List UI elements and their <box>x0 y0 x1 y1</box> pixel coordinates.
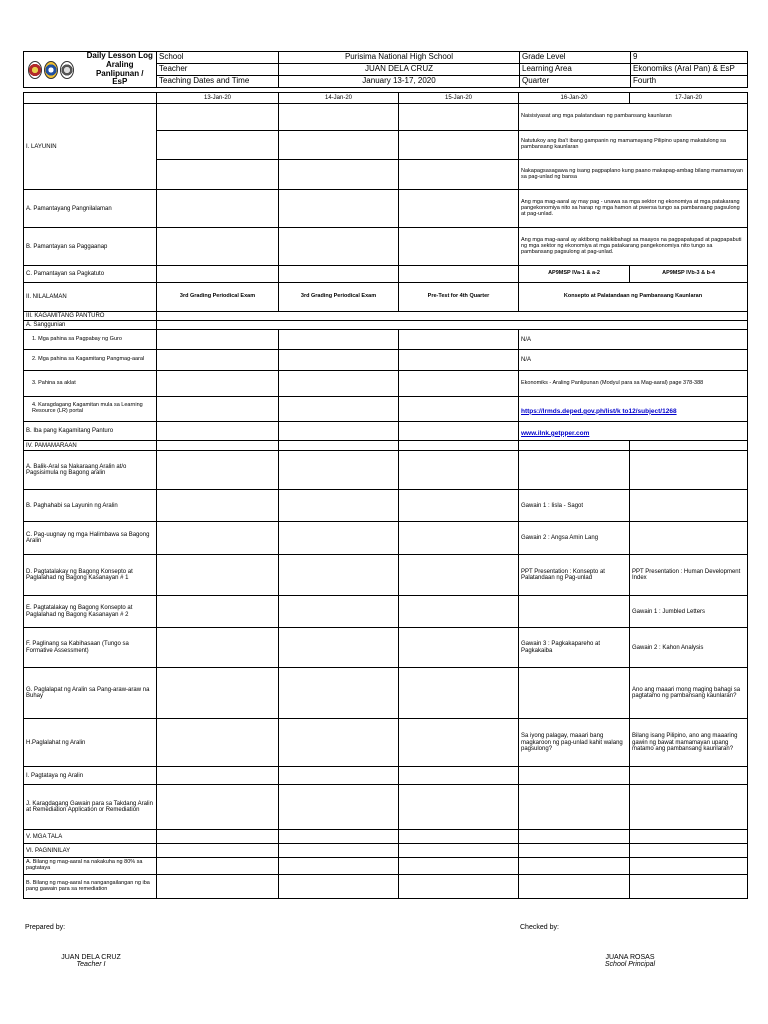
teksbuk-value: Ekonomiks - Araling Panlipunan (Modyul para sa Mag-aaral) page 378-388 <box>519 371 748 397</box>
area-label: Learning Area <box>520 64 631 76</box>
checker-name: JUANA ROSAS <box>605 954 655 961</box>
title-line: EsP <box>112 77 128 87</box>
pangnilalaman-value: Ang mga mag-aaral ay may pag - unawa sa mga sektor ng ekonomiya at mga patakarang pangekonomiya nito sa harap ng mga hamon at pwersa tungo sa pambansang pagsulong at pag-unlad. <box>519 190 748 228</box>
main-grid <box>23 92 748 899</box>
logos <box>26 61 82 79</box>
kagamitang-value: N/A <box>519 350 748 371</box>
day-header: 16-Jan-20 <box>519 93 630 104</box>
paglinang-d4: Gawain 3 : Pagkakapareho at Pagkakaiba <box>519 628 630 668</box>
grade-value: 9 <box>631 52 748 64</box>
teksbuk-label: 3. Pahina sa aklat <box>24 371 157 397</box>
konsepto-1-label: D. Pagtatalakay ng Bagong Konsepto at Paglalahad ng Bagong Kasanayan # 1 <box>24 555 157 596</box>
balik-aral-label: A. Balik-Aral sa Nakaraang Aralin at/o Pagsisimula ng Bagong aralin <box>24 451 157 490</box>
grade-label: Grade Level <box>520 52 631 64</box>
day-header: 17-Jan-20 <box>630 93 748 104</box>
pag-uugnay-d4: Gawain 2 : Angsa Amin Lang <box>519 522 630 555</box>
bilang-remediation-label: B. Bilang ng mag-aaral na nangangailangan ng iba pang gawain para sa remediation <box>24 875 157 899</box>
paglalahat-label: H.Paglalahat ng Aralin <box>24 719 157 767</box>
bilang-80-label: A. Bilang ng mag-aaral na nakakuha ng 80% sa pagtataya <box>24 858 157 875</box>
teacher-value: JUAN DELA CRUZ <box>279 64 520 76</box>
quarter-label: Quarter <box>520 76 631 88</box>
area-value: Ekonomiks (Aral Pan) & EsP <box>631 64 748 76</box>
blank-cell <box>24 93 157 104</box>
deped-seal-icon <box>44 61 58 79</box>
checker-signature <box>575 954 685 968</box>
lr-label: 4. Karagdagang Kagamitan mula sa Learning Resource (LR) portal <box>24 397 157 422</box>
pagkatuto-d4: AP9MSP IVa-1 & a-2 <box>519 266 630 283</box>
preparer-role: Teacher I <box>76 961 106 968</box>
preparer-signature <box>36 954 146 968</box>
konsepto-1-d4: PPT Presentation : Konsepto at Palatandaan ng Pag-unlad <box>519 555 630 596</box>
pagtataya-label: I. Pagtataya ng Aralin <box>24 767 157 785</box>
preparer-name: JUAN DELA CRUZ <box>61 954 121 961</box>
lr-link[interactable]: https://lrmds.deped.gov.ph/list/k to12/subject/1268 <box>521 407 677 415</box>
nilalaman-d45: Konsepto at Palatandaan ng Pambansang Kaunlaran <box>519 283 748 312</box>
title-line: Araling Panlipunan / <box>95 59 144 78</box>
checked-label: Checked by: <box>520 924 559 931</box>
kagamitan-label: III. KAGAMITANG PANTURO <box>24 312 157 321</box>
school-seal-icon <box>28 61 42 79</box>
mga-tala-label: V. MGA TALA <box>24 830 157 844</box>
karagdagang-label: J. Karagdagang Gawain para sa Takdang Aralin at Remediation Application or Remediation <box>24 785 157 830</box>
day-header: 13-Jan-20 <box>157 93 279 104</box>
checker-role: School Principal <box>604 961 656 968</box>
pagkatuto-label: C. Pamantayan sa Pagkatuto <box>24 266 157 283</box>
pamamaraan-label: IV. PAMAMARAAN <box>24 441 157 451</box>
layunin-2: Natutukoy ang iba't ibang gampanin ng mamamayang Pilipino upang makatulong sa pambansang kaunlaran <box>519 131 748 160</box>
division-seal-icon <box>60 61 74 79</box>
quarter-value: Fourth <box>631 76 748 88</box>
paghahabi-label: B. Paghahabi sa Layunin ng Aralin <box>24 490 157 522</box>
nilalaman-label: II. NILALAMAN <box>24 283 157 312</box>
gabay-label: 1. Mga pahina sa Pagpabay ng Guro <box>24 330 157 350</box>
layunin-3: Nakapagsasagawa ng isang pagpaplano kung paano makapag-ambag bilang mamamayan sa pag-unlad ng bansa <box>519 160 748 190</box>
dates-label: Teaching Dates and Time <box>157 76 279 88</box>
school-label: School <box>157 52 279 64</box>
paglalahat-d4: Sa iyong palagay, maaari bang magkaroon ng pag-unlad kahit walang pagsulong? <box>519 719 630 767</box>
kagamitang-label: 2. Mga pahina sa Kagamitang Pangmag-aaral <box>24 350 157 371</box>
pag-uugnay-label: C. Pag-uugnay ng mga Halimbawa sa Bagong Aralin <box>24 522 157 555</box>
teacher-label: Teacher <box>157 64 279 76</box>
layunin-label: I. LAYUNIN <box>24 104 157 190</box>
paglinang-d5: Gawain 2 : Kahon Analysis <box>630 628 748 668</box>
pagganap-value: Ang mga mag-aaral ay aktibong nakikibahagi sa maayos na pagpapatupad at pagpapabuti ng mga sektor ng ekonomiya at mga patakarang pangekonomiya nito tungo sa pambansang pagsulong at pag-unlad. <box>519 228 748 266</box>
day-header: 15-Jan-20 <box>399 93 519 104</box>
header-table <box>23 51 748 88</box>
nilalaman-d1: 3rd Grading Periodical Exam <box>157 283 279 312</box>
nilalaman-d3: Pre-Test for 4th Quarter <box>399 283 519 312</box>
paghahabi-d4: Gawain 1 : Iisla - Sagot <box>519 490 630 522</box>
konsepto-2-d5: Gawain 1 : Jumbled Letters <box>630 596 748 628</box>
pagkatuto-d5: AP9MSP IVb-3 & b-4 <box>630 266 748 283</box>
pagganap-label: B. Pamantayan sa Paggaanap <box>24 228 157 266</box>
konsepto-2-label: E. Pagtatalakay ng Bagong Konsepto at Paglalahad ng Bagong Kasanayan # 2 <box>24 596 157 628</box>
paglalapat-label: G. Paglalapat ng Aralin sa Pang-araw-araw na Buhay <box>24 668 157 719</box>
prepared-label: Prepared by: <box>25 924 66 931</box>
layunin-1: Naisisiyasat ang mga palatandaan ng pambansang kaunlaran <box>519 104 748 131</box>
pagninilay-label: VI. PAGNINILAY <box>24 844 157 858</box>
lesson-log-sheet <box>23 51 747 899</box>
dates-value: January 13-17, 2020 <box>279 76 520 88</box>
iba-label: B. Iba pang Kagamitang Panturo <box>24 422 157 441</box>
school-value: Purisima National High School <box>279 52 520 64</box>
nilalaman-d2: 3rd Grading Periodical Exam <box>279 283 399 312</box>
konsepto-1-d5: PPT Presentation : Human Development Index <box>630 555 748 596</box>
gabay-value: N/A <box>519 330 748 350</box>
title-line: Daily Lesson Log <box>86 51 153 60</box>
pangnilalaman-label: A. Pamantayang Pangnilalaman <box>24 190 157 228</box>
day-header: 14-Jan-20 <box>279 93 399 104</box>
iba-link[interactable]: www.ilnk.getpper.com <box>521 429 590 437</box>
paglalapat-d5: Ano ang maaari mong maging bahagi sa pagtatamo ng pambansang kaunlaran? <box>630 668 748 719</box>
paglinang-label: F. Paglinang sa Kabihasaan (Tungo sa Formative Assessment) <box>24 628 157 668</box>
dll-title <box>84 52 157 88</box>
sanggunian-label: A. Sanggunian <box>24 321 157 330</box>
paglalahat-d5: Bilang isang Pilipino, ano ang maaaring gawin ng bawat mamamayan upang matamo ang pambansang kaunlaran? <box>630 719 748 767</box>
logo-cell <box>24 52 84 88</box>
